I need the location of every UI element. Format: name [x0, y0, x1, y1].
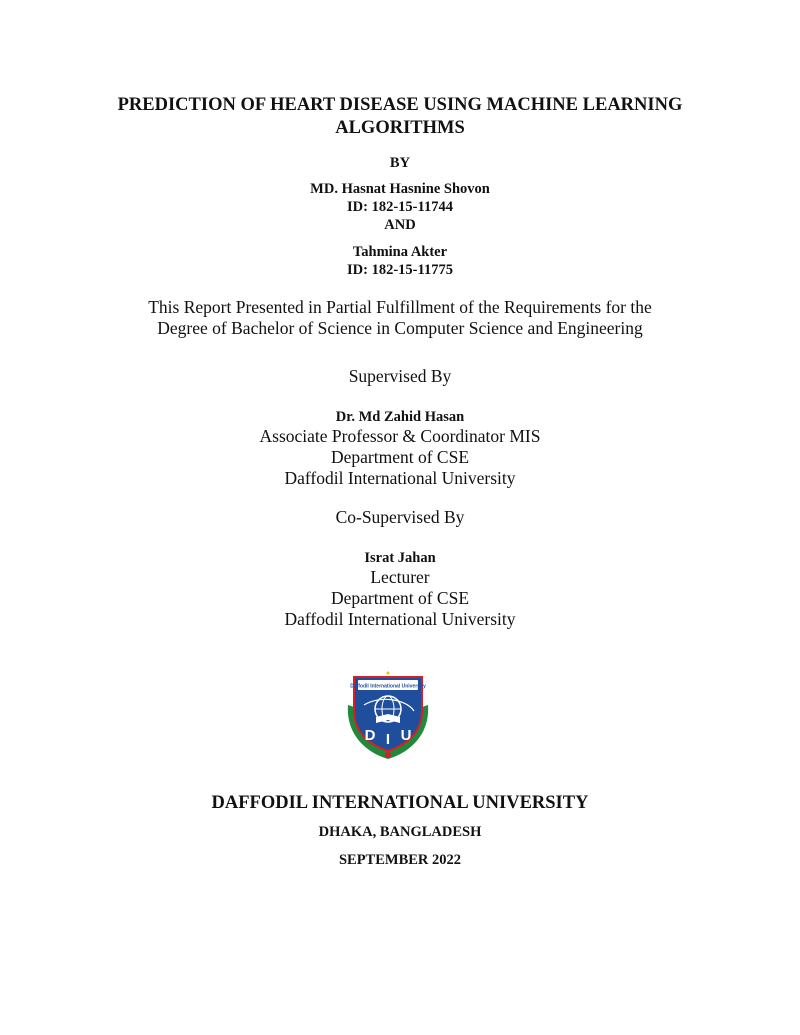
by-label: BY [389, 155, 411, 171]
footer-date: SEPTEMBER 2022 [338, 852, 462, 868]
statement-line-1: This Report Presented in Partial Fulfillment of the Requirements for the [148, 297, 652, 317]
university-logo [340, 665, 436, 761]
author2-id: ID: 182-15-11775 [347, 262, 453, 278]
title-line-1: PREDICTION OF HEART DISEASE USING MACHINE LEARNING [117, 95, 683, 115]
footer-university: DAFFODIL INTERNATIONAL UNIVERSITY [211, 793, 589, 813]
supervisor-department: Department of CSE [330, 447, 470, 467]
title-line-2: ALGORITHMS [335, 118, 465, 138]
co-supervisor-heading: Co-Supervised By [335, 507, 465, 527]
supervisor-heading: Supervised By [348, 366, 452, 386]
logo-letter-d: D [364, 727, 376, 744]
footer-location: DHAKA, BANGLADESH [318, 824, 482, 840]
and-label: AND [384, 217, 416, 233]
supervisor-name: Dr. Md Zahid Hasan [335, 409, 465, 425]
co-supervisor-designation: Lecturer [370, 567, 430, 587]
co-supervisor-department: Department of CSE [330, 588, 470, 608]
co-supervisor-university: Daffodil International University [284, 609, 516, 629]
logo-banner-text: Daffodil International University [350, 683, 426, 690]
logo-red-dot [385, 752, 391, 758]
logo-letter-i: I [385, 731, 391, 748]
author1-id: ID: 182-15-11744 [347, 199, 453, 215]
author1-name: MD. Hasnat Hasnine Shovon [310, 181, 490, 197]
supervisor-university: Daffodil International University [284, 468, 516, 488]
logo-star [387, 672, 390, 675]
co-supervisor-name: Israt Jahan [364, 550, 436, 566]
statement-line-2: Degree of Bachelor of Science in Computer Science and Engineering [157, 318, 643, 338]
diu-crest-icon [340, 665, 436, 761]
author2-name: Tahmina Akter [352, 244, 448, 260]
supervisor-designation: Associate Professor & Coordinator MIS [259, 426, 541, 446]
logo-letter-u: U [400, 727, 412, 744]
